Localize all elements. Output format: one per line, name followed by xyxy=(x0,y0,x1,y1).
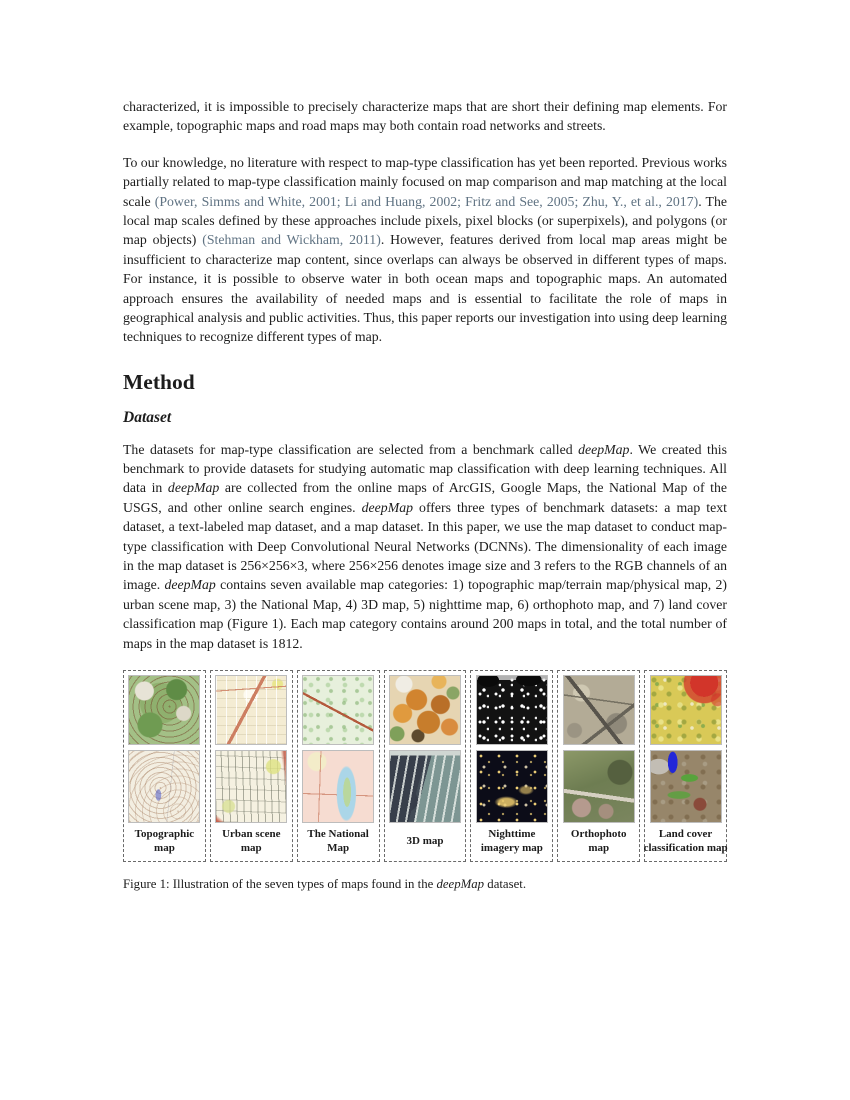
3d-map-sample-top-image xyxy=(389,675,461,745)
land-cover-map-sample-bottom-image xyxy=(650,750,722,823)
label-line-2: Map xyxy=(327,842,350,855)
nighttime-map-sample-bottom-image xyxy=(476,750,548,823)
map-category-label xyxy=(307,826,368,858)
paragraph-text: are collected from the online maps of ArcGIS, Google Maps, the National Map of the USGS, and other online search engines. xyxy=(123,480,728,515)
citation-link[interactable]: (Power, Simms and White, 2001; Li and Huang, 2002; Fritz and See, 2005; Zhu, Y., et al., 2017) xyxy=(154,193,699,209)
label-line-1: The National xyxy=(307,828,369,841)
label-line-2: classification map xyxy=(643,842,728,855)
label-line-1: Orthophoto xyxy=(570,828,627,841)
topographic-map-sample-top-image xyxy=(128,675,200,745)
deepmap-italic: deepMap xyxy=(578,441,630,457)
caption-text: Figure 1: Illustration of the seven types of maps found in the xyxy=(123,877,437,892)
subsection-heading-dataset: Dataset xyxy=(123,408,172,426)
map-category-label xyxy=(407,826,444,858)
map-category-label xyxy=(571,826,627,858)
paragraph-text: The datasets for map-type classification are selected from a benchmark called xyxy=(123,441,579,457)
urban-scene-map-sample-top-image xyxy=(215,675,287,745)
citation-link[interactable]: (Stehman and Wickham, 2011) xyxy=(202,232,381,248)
orthophoto-map-sample-top-image xyxy=(563,675,635,745)
national-map-sample-bottom-image xyxy=(302,750,374,823)
deepmap-italic: deepMap xyxy=(436,877,485,892)
label-line-1: Urban scene xyxy=(222,828,281,841)
map-column-3d-map xyxy=(384,670,467,862)
deepmap-italic: deepMap xyxy=(167,480,220,496)
paragraph-text: characterized, it is impossible to precisely characterize maps that are short their defining map elements. For example, topographic maps and road maps may both contain road networks and streets. xyxy=(123,99,727,134)
paragraph-text: . We created this benchmark to provide datasets for studying automatic map classification with deep learning techniques. All data in xyxy=(123,441,727,496)
map-column-national-map xyxy=(297,670,380,862)
paragraph-dataset xyxy=(123,440,727,653)
map-column-land-cover xyxy=(644,670,727,862)
map-column-nighttime-imagery xyxy=(470,670,553,862)
figure-1-map-examples xyxy=(123,670,727,862)
urban-scene-map-sample-bottom-image xyxy=(215,750,287,823)
paragraph-intro-continuation xyxy=(123,97,727,136)
land-cover-map-sample-top-image xyxy=(650,675,722,745)
3d-map-sample-bottom-image xyxy=(389,750,461,823)
map-column-orthophoto xyxy=(557,670,640,862)
paragraph-text: To our knowledge, no literature with respect to map-type classification has yet been reported. Previous works partially related to map-type classification mainly focused on map comparison and map matching at the local scale xyxy=(123,154,728,209)
caption-text: dataset. xyxy=(484,877,527,892)
map-category-label xyxy=(135,826,195,858)
label-line-2: map xyxy=(154,842,175,855)
label-line-2: map xyxy=(240,842,262,855)
orthophoto-map-sample-bottom-image xyxy=(563,750,635,823)
label-line-1: Land cover xyxy=(658,828,713,841)
paragraph-text: . However, features derived from local map areas might be insufficient to characterize map content, since overlaps can always be observed in different types of maps. For instance, it is possible to observe water in both ocean maps and topographic maps. An automated approach ensures the availability of needed maps and is essential to facilitate the role of maps in geographical analysis and public activities. Thus, this paper reports our investigation into using deep learning techniques to recognize different types of map. xyxy=(123,232,727,345)
map-column-topographic xyxy=(123,670,206,862)
topographic-map-sample-bottom-image xyxy=(128,750,200,823)
nighttime-map-sample-top-image xyxy=(476,675,548,745)
paragraph-related-work xyxy=(123,153,727,347)
map-category-label xyxy=(222,826,280,858)
figure-1-caption xyxy=(123,876,727,893)
label-line-1: Topographic xyxy=(134,828,195,841)
paragraph-text: offers three types of benchmark datasets: a map text dataset, a text-labeled map dataset, and a map dataset. In this paper, we use the map dataset to conduct map-type classification with Deep Convolutional Neural Networks (DCNNs). The dimensionality of each image in the map dataset is 256×256×3, where 256×256 denotes image size and 3 refers to the RGB channels of an image. xyxy=(123,499,727,593)
paragraph-text: . The local map scales defined by these approaches include pixels, pixel blocks (or superpixels), and polygons (or map objects) xyxy=(123,193,728,248)
label-line-2: map xyxy=(588,842,610,855)
label-line-1: Nighttime xyxy=(488,828,536,841)
map-column-urban-scene xyxy=(210,670,293,862)
deepmap-italic: deepMap xyxy=(361,499,413,515)
label-line-2: imagery map xyxy=(480,842,543,855)
text-column xyxy=(123,0,727,893)
map-category-label xyxy=(644,826,728,858)
label-line-1: 3D map xyxy=(406,835,444,848)
paragraph-text: contains seven available map categories: 1) topographic map/terrain map/physical map, 2) urban scene map, 3) the National Map, 4) 3D map, 5) nighttime map, 6) orthophoto map, and 7) land cover classification map (Figure 1). Each map category contains around 200 maps in total, and the total number of maps in the map dataset is 1812. xyxy=(123,577,727,651)
deepmap-italic: deepMap xyxy=(164,577,216,593)
map-category-label xyxy=(481,826,543,858)
section-heading-method: Method xyxy=(123,369,195,394)
national-map-sample-top-image xyxy=(302,675,374,745)
